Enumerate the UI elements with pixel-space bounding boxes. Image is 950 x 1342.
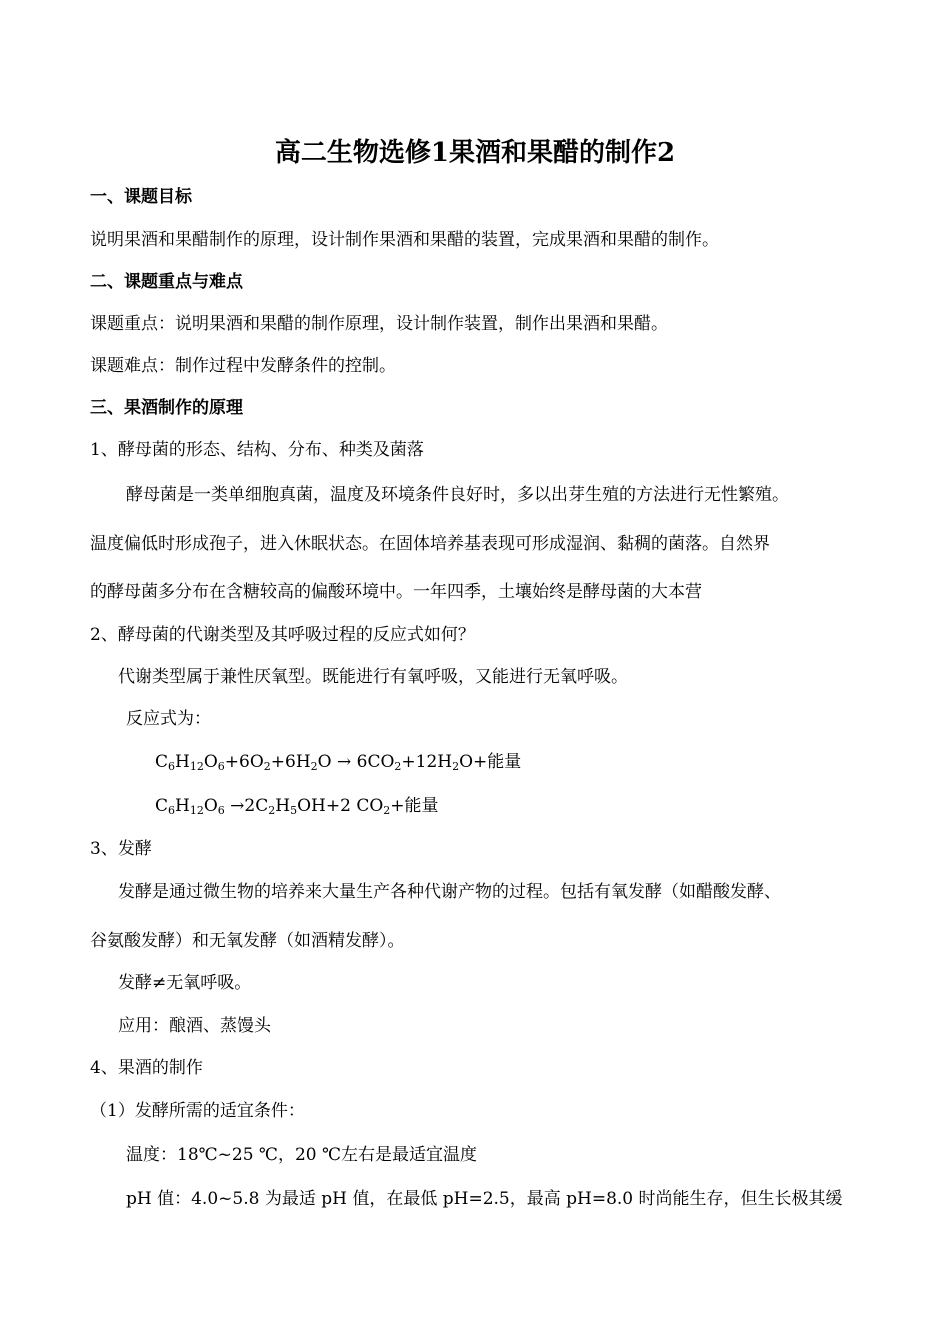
section-1-text: 说明果酒和果醋制作的原理，设计制作果酒和果醋的装置，完成果酒和果醋的制作。 — [90, 230, 719, 250]
yeast-morphology-line-1: 酵母菌是一类单细胞真菌，温度及环境条件良好时，多以出芽生殖的方法进行无性繁殖。 — [126, 485, 789, 505]
fermentation-line-1: 发酵是通过微生物的培养来大量生产各种代谢产物的过程。包括有氧发酵（如醋酸发酵、 — [118, 882, 781, 902]
section-1-heading: 一、课题目标 — [90, 187, 192, 207]
section-2-difficulty: 课题难点：制作过程中发酵条件的控制。 — [90, 356, 396, 376]
yeast-morphology-line-2: 温度偏低时形成孢子，进入休眠状态。在固体培养基表现可形成湿润、黏稠的菌落。自然界 — [90, 534, 770, 554]
fermentation-line-3: 发酵≠无氧呼吸。 — [118, 973, 252, 993]
wine-making-temperature: 温度：18℃~25 ℃，20 ℃左右是最适宜温度 — [126, 1145, 477, 1165]
metabolism-type: 代谢类型属于兼性厌氧型。既能进行有氧呼吸，又能进行无氧呼吸。 — [118, 667, 628, 687]
section-2-key-point: 课题重点：说明果酒和果醋的制作原理，设计制作装置，制作出果酒和果醋。 — [90, 314, 668, 334]
wine-making-title: 4、果酒的制作 — [90, 1058, 203, 1078]
fermentation-title: 3、发酵 — [90, 839, 152, 859]
metabolism-title: 2、酵母菌的代谢类型及其呼吸过程的反应式如何？ — [90, 625, 475, 645]
wine-making-conditions: （1）发酵所需的适宜条件： — [90, 1101, 305, 1121]
fermentation-line-2: 谷氨酸发酵）和无氧发酵（如酒精发酵）。 — [90, 931, 405, 951]
fermentation-application: 应用：酿酒、蒸馒头 — [118, 1016, 271, 1036]
anaerobic-equation: $C_6H_{12}O_6 \to 2C_2H_5OH+2$ $CO_2+$能量 — [155, 796, 439, 817]
wine-making-ph: pH 值：4.0~5.8 为最适 pH 值，在最低 pH=2.5，最高 pH=8.0 时尚能生存，但生长极其缓 — [126, 1189, 843, 1209]
yeast-morphology-title: 1、酵母菌的形态、结构、分布、种类及菌落 — [90, 440, 424, 460]
aerobic-equation: $C_6H_{12}O_6+6O_2+6H_2O \to 6CO_2+12H_2O+$能量 — [155, 752, 522, 773]
section-3-heading: 三、果酒制作的原理 — [90, 398, 243, 418]
equation-label: 反应式为： — [126, 709, 211, 729]
section-2-heading: 二、课题重点与难点 — [90, 272, 243, 292]
document-title: 高二生物选修1果酒和果醋的制作2 — [274, 138, 676, 168]
yeast-morphology-line-3: 的酵母菌多分布在含糖较高的偏酸环境中。一年四季，土壤始终是酵母菌的大本营 — [90, 582, 702, 602]
